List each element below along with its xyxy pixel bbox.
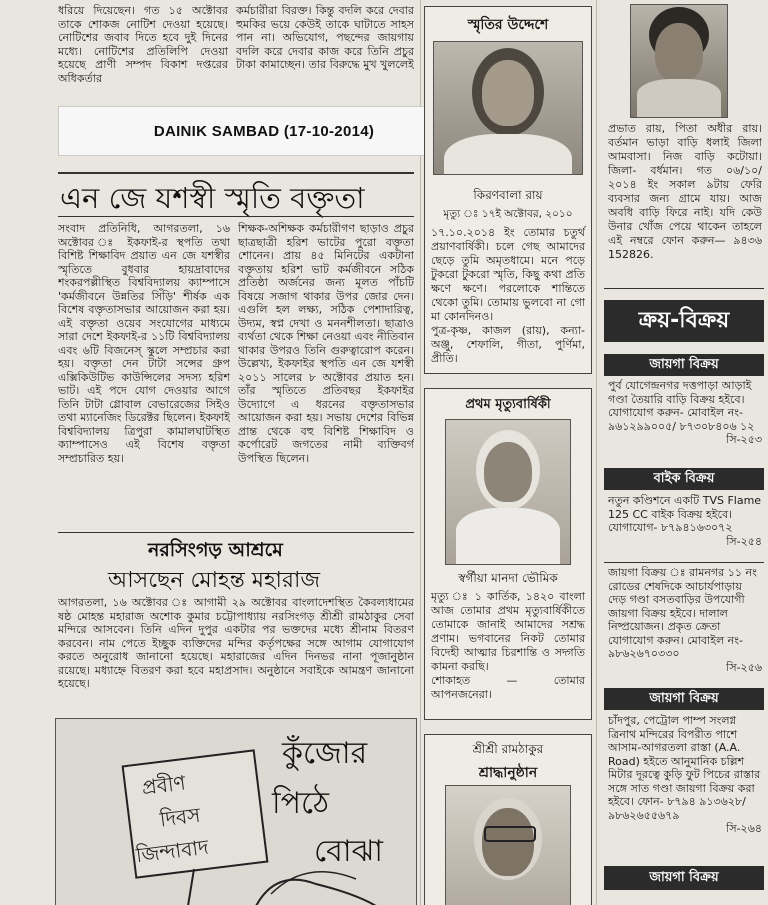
cartoon-title-1: কুঁজোর — [282, 736, 368, 771]
memorial1-signers: পুত্র-কৃষ্ণ, কাজল (রায়), কন্যা-অঞ্জু, শেফালি, গীতা, পুর্ণিমা, প্রীতি। — [431, 324, 585, 365]
carryover-text: ধরিয়ে দিয়েছেন। গত ১৫ অক্টোবর তাকে শোকজ নোটিশ দেওয়া হয়েছে। নোটিশের জবাব দিতে হবে দুই দিনের মধ্যে। নোটিশের প্রতিলিপি দেওয়া হয়েছে প্রাণী সম্পদ বিকাশ দপ্তরের অধিকর্তার — [58, 4, 228, 85]
memorial1-body-text: ১৭.১০.২০১৪ ইং তোমার চতুর্থ প্রয়াণবার্ষিকী। চলে গেছ আমাদের ছেড়ে তুমি অমৃতধামে। মনে পড়ে টুকরো টুকরো স্মৃতি, কিছু কথা প্রতি ক্ষণে ক্ষণে। পরলোকে শান্তিতে থেকো তুমি। তোমায় ভুলবো না গো মা কোনদিনও। — [431, 226, 585, 323]
signboard-text-3: জিন্দাবাদ — [134, 834, 210, 868]
classified-header: ক্রয়-বিক্রয় — [604, 300, 764, 342]
memorial1-date: মৃত্যু ঃ ১৭ই অক্টোবর, ২০১০ — [443, 208, 573, 220]
memorial-box-2 — [424, 388, 592, 720]
carryover-column-1 — [58, 4, 228, 108]
carryover-column-2 — [236, 4, 414, 108]
memorial3-title-1: শ্রীশ্রী রামঠাকুর — [472, 742, 544, 756]
cartoon-title-3: বোঝা — [314, 834, 383, 869]
memorial3-title-2: শ্রাদ্ধানুষ্ঠান — [478, 765, 538, 781]
article1-text: শিক্ষক-অশিক্ষক কর্মচারীগণ ছাড়াও প্রচুর ছাত্রছাত্রী হরিশ ভাটের পুরো বক্তৃতা শোনেন। প্রায় ৪৫ মিনিটের একটানা বক্তৃতায় হরিশ ভাট কর্মজীবনে সঠিক প্রতিষ্ঠা অর্জনের জন্য মূলত পাঁচটি বিষয়ে সজাগ থাকার উপর জোর দেন। এগুলি হল লক্ষ্য, সঠিক পেশাদারিত্ব, উদ্যম, স্বপ্ন দেখা ও মননশীলতা। ছাত্রাও ব্যর্থতা থেকে শিক্ষা নেওয়া এবং নীতিবান থাকার উপরও তিনি গুরুত্বারোপ করেন। উল্লেখ্য, ইকফাইর স্থপতি এন জে যশস্বী ২০১১ সালের ৮ অক্টোবর প্রয়াত হন। তাঁর স্মৃতিতে প্রতিবছর ইকফাইর উদ্যোগে এ ধরনের বক্তৃতাসভার আয়োজন করা হয়। সভায় দেশের বিভিন্ন প্রান্ত থেকে বহু বিশিষ্ট শিক্ষাবিদ ও কর্পোরেট জগতের নামী ব্যক্তিবর্গ উপস্থিত ছিলেন। — [238, 222, 414, 465]
memorial2-sign-last: আপনজনেরা। — [431, 688, 492, 701]
classified-1-body: পুর্ব যোগেন্দ্রনগর দত্তপাড়া আড়াই গণ্ডা তৈয়ারি বাড়ি বিক্রয় হইবে। যোগাযোগ করুন- মোবাইল নং- ৯৬১২৯৯০০৫/ ৮৭৩০৮৪০৬ ১২ — [608, 379, 755, 433]
source-caption-text: DAINIK SAMBAD (17-10-2014) — [153, 122, 375, 140]
cartoon-panel — [55, 718, 417, 905]
memorial3-photo — [445, 785, 571, 905]
classified-4-code: সি-২৬৪ — [726, 822, 762, 835]
memorial2-sign-dash: — — [506, 674, 518, 687]
classified-1-code: সি-২৫৩ — [726, 433, 762, 446]
memorial2-sign-left: শোকাহত — [431, 674, 471, 687]
signboard-text-1: প্রবীণ — [140, 770, 187, 800]
article1-column-2 — [238, 222, 414, 528]
classified-1 — [608, 379, 762, 455]
classified-4 — [608, 714, 762, 854]
classified-4-title: জায়গা বিক্রয় — [604, 688, 764, 710]
article1-text: সংবাদ প্রতিনিধি, আগরতলা, ১৬ অক্টোবর ঃ ইকফাই-র স্থপতি তথা বিশিষ্ট শিক্ষাবিদ প্রয়াত এন জে যশস্বীর স্মৃতিতে বুধবার হায়দ্রাবাদের শংকরপল্লীস্থিত বিশ্ববিদ্যালয় ক্যাম্পাসে 'কর্মজীবনে উন্নতির সিঁড়ি' শীর্ষক এক বিশেষ বক্তৃতাসভার আয়োজন করা হয়। এই বক্তৃতা ওয়েব সংযোগের মাধ্যমে সারা দেশে ইকফাই-র ১১টি বিশ্ববিদ্যালয় এবং ৬টি বিজনেস্ স্কুলে সম্প্রচার করা হয়। বক্তৃতা দেন টাটা সন্সের গ্রুপ এক্সিকিউটিভ কাউন্সিলের সদস্য হরিশ ভাট। এই পদে যোগ দেওয়ার আগে তিনি টাটা গ্লোবাল বেভারেজের সিইও তথা ম্যানেজিং ডিরেক্টর ছিলেন। ইকফাই বিশ্ববিদ্যালয় ত্রিপুরা কামালঘাটস্থিত ক্যাম্পাসেও এই বিশেষ বক্তৃতা সম্প্রচারিত হয়। — [58, 222, 230, 465]
divider — [58, 172, 414, 174]
classified-3-body: জায়গা বিক্রয় ঃ রামনগর ১১ নং রোডের শেষদিকে আচার্যপাড়ায় দেড় গণ্ডা বসতবাড়ির উপযোগী জায়গা বিক্রয় হইবে। দালাল নিষ্প্রয়োজন। প্রকৃত ক্রেতা যোগাযোগ করুন। মোবাইল নং- ৯৮৬২৬৭০৩৩০ — [608, 566, 757, 660]
headline2-line2: আসছেন মোহন্ত মহারাজ — [108, 568, 321, 593]
article2 — [58, 596, 414, 708]
classified-4-body: চাঁদপুর, পেট্রোল পাম্প সংলগ্ন ত্রিনাথ মন্দিরের বিপরীত পাশে আসাম-আগরতলা রাস্তা (A.A. Road) হইতে আনুমানিক চল্লিশ মিটার দূরত্বে কুড়ি ফুট পিচের রাস্তার সঙ্গে সাত গণ্ডা জায়গা বিক্রয় করা হইবে। ফোন- ৮৭৯৪ ৯১৩৬২৮/ ৯৮৬২৬৫৫৬৭৯ — [608, 714, 761, 822]
cartoon-title-2: পিঠে — [272, 786, 330, 821]
classified-2-title: বাইক বিক্রয় — [604, 468, 764, 490]
memorial1-photo — [433, 41, 583, 175]
divider — [604, 288, 764, 289]
classified-3-code: সি-২৫৬ — [726, 660, 762, 674]
memorial1-body — [425, 224, 591, 366]
memorial2-sign-right: তোমার — [553, 674, 585, 687]
classified-1-title: জায়গা বিক্রয় — [604, 354, 764, 376]
column-fold-line — [596, 0, 597, 905]
classified-5-title: জায়গা বিক্রয় — [604, 866, 764, 890]
divider — [58, 216, 414, 217]
cartoon-drawing — [56, 719, 416, 905]
memorial1-title: স্মৃতির উদ্দেশে — [467, 17, 549, 33]
divider — [58, 532, 414, 533]
memorial-box-3 — [424, 734, 592, 905]
memorial1-name: কিরণবালা রায় — [473, 188, 543, 202]
source-caption — [58, 106, 470, 156]
missing-person-notice — [608, 122, 762, 286]
classified-2 — [608, 494, 762, 560]
article1-column-1 — [58, 222, 230, 528]
memorial-box-1 — [424, 6, 592, 374]
memorial2-title: প্রথম মৃত্যুবার্ষিকী — [465, 397, 551, 412]
missing-person-text: প্রভাত রায়, পিতা অধীর রায়। বর্তমান ভাড়া বাড়ি ধলাই জিলা আমবাসা। নিজ বাড়ি কটোয়া। জিলা- বর্ধমান। গত ০৬/১০/ ২০১৪ ইং সকাল ৯টায় ফেরি ব্যবসার জন্য গ্রামে যায়। আজ অবধি বাড়ি ফিরে নাই। যদি কেউ উনার খোঁজ পেয়ে থাকেন তাহলে এই নম্বরে ফোন করুন— ৯৪৩৬ 152826. — [608, 122, 762, 261]
classified-2-body: নতুন কণ্ডিশনে একটি TVS Flame 125 CC বাইক বিক্রয় হইবে। যোগাযোগ- ৮৭৯৪১৬৩০৭২ — [608, 494, 762, 534]
memorial2-body-text: মৃত্যু ঃ ১ কার্তিক, ১৪২০ বাংলা আজ তোমার প্রথম মৃত্যুবার্ষিকীতে তোমাকে জানাই আমাদের সশ্রদ্ধ প্রণাম। ভগবানের নিকট তোমার বিদেহী আত্মার চিরশান্তি ও সদ্গতি কামনা করছি। — [431, 590, 585, 673]
carryover-text: কর্মচারীরা বিরক্ত। কিন্তু বদলি করে দেবার হুমকির ভয়ে কেউই তাকে ঘাটাতে সাহস পান না। অভিযোগ, পছন্দের জায়গায় বদলি করে দেবার কাজ করে তিনি প্রচুর টাকা কামাচ্ছেন। তার বিরুদ্ধে মুখ খুললেই — [236, 4, 414, 71]
divider — [604, 562, 764, 563]
signboard-text-2: দিবস — [158, 802, 202, 832]
missing-person-photo — [630, 4, 728, 118]
classified-3 — [608, 566, 762, 686]
memorial2-name: স্বর্গীয়া মানদা ভৌমিক — [458, 571, 558, 585]
memorial2-body — [425, 590, 591, 702]
article2-text: আগরতলা, ১৬ অক্টোবর ঃ আগামী ২৯ অক্টোবর বাংলাদেশস্থিত কৈবল্যধামের ষষ্ঠ মোহন্ত মহারাজ অশোক কুমার চট্টোপাধ্যায় নরসিংগড় শ্রীশ্রী রামঠাকুর সেবা মন্দিরে আসবেন। তিনি এদিন দুপুর একটার পর ভক্তদের মধ্যে শ্রীনাম বিতরণ করবেন। নাম পেতে ইচ্ছুক ব্যক্তিদের মন্দির কর্তৃপক্ষের সঙ্গে আগাম যোগাযোগ করতে অনুরোধ জানানো হয়েছে। মহারাজের এদিন দিনভর নানা পূজানুষ্ঠান রয়েছে। মধ্যাহ্নে বিতরণ করা হবে মহাপ্রসাদ। অনুষ্ঠানে সবাইকে আমন্ত্রণ জানানো হয়েছে। — [58, 596, 414, 690]
classified-2-code: সি-২৫৪ — [726, 534, 762, 548]
memorial2-photo — [445, 419, 571, 565]
main-headline: এন জে যশস্বী স্মৃতি বক্তৃতা — [60, 181, 365, 215]
headline2-line1: নরসিংগড় আশ্রমে — [148, 539, 283, 561]
